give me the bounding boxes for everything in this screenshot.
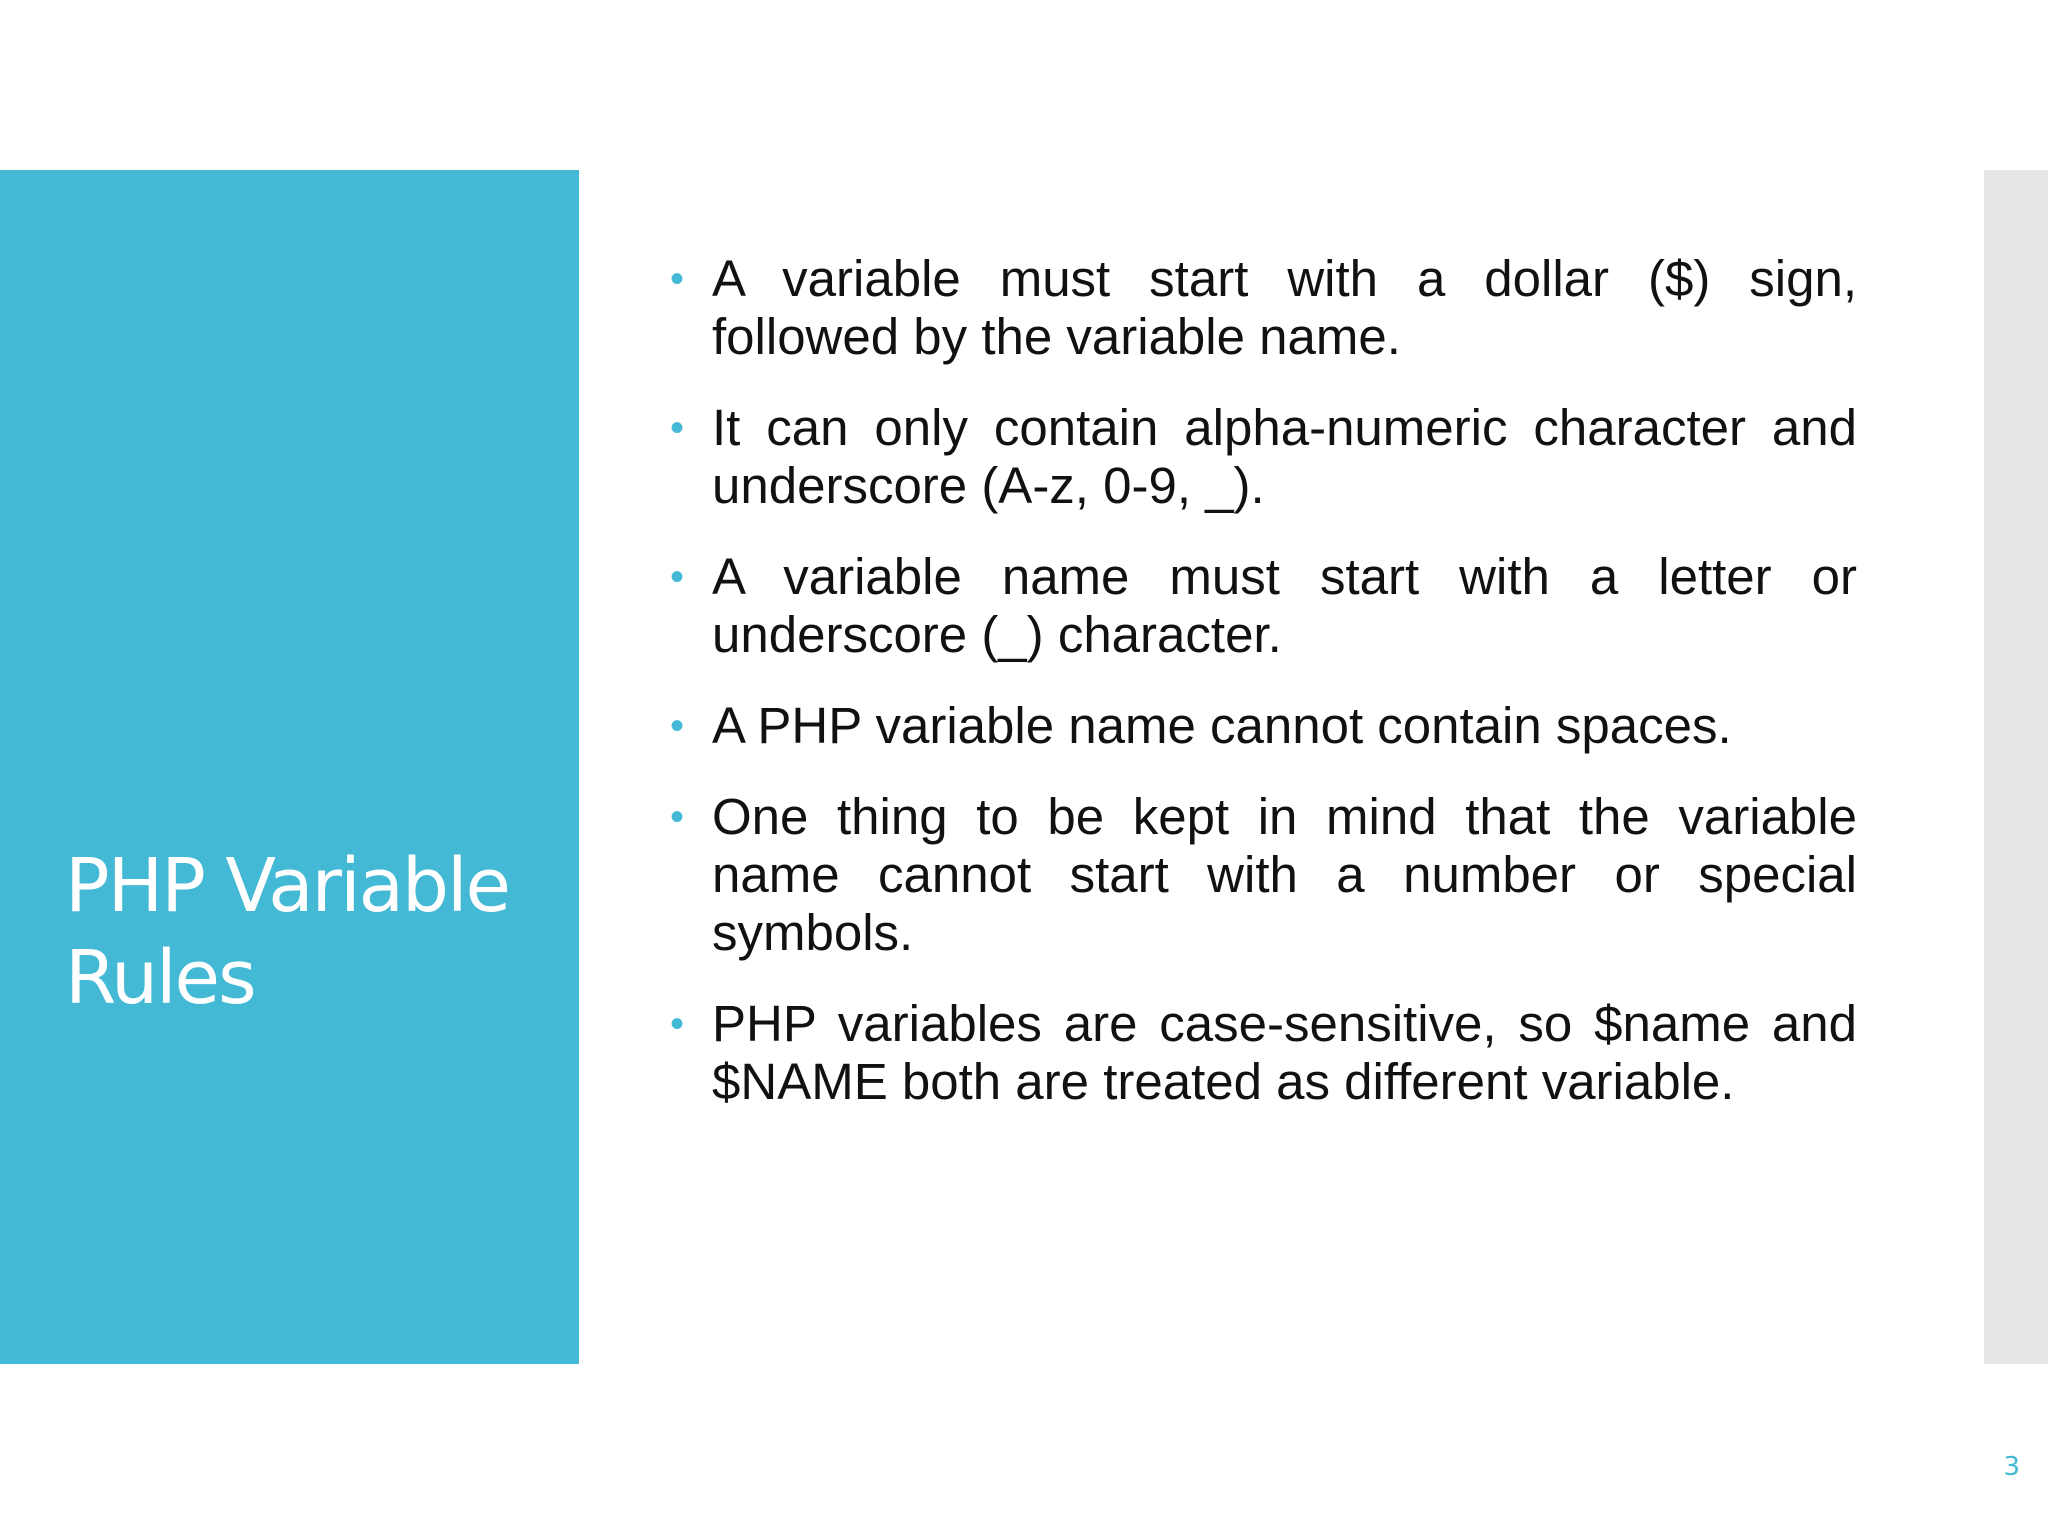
bullet-dot-icon: •	[670, 1002, 685, 1046]
bullet-item	[665, 995, 1857, 1111]
bullet-item	[665, 697, 1857, 755]
title-panel	[0, 170, 579, 1364]
bullet-text: PHP variables are case-sensitive, so $name and $NAME both are treated as different variable.	[712, 995, 1857, 1110]
slide-title: PHP Variable Rules	[65, 843, 510, 1021]
bullet-dot-icon: •	[670, 555, 685, 599]
bullet-dot-icon: •	[670, 704, 685, 748]
bullet-text: It can only contain alpha-numeric character and underscore (A-z, 0-9, _).	[712, 399, 1857, 514]
bullet-dot-icon: •	[670, 257, 685, 301]
bullet-dot-icon: •	[670, 406, 685, 450]
bullet-item	[665, 250, 1857, 366]
slide-page-number: 3	[2003, 1452, 2020, 1482]
bullet-item	[665, 788, 1857, 962]
bullet-item	[665, 548, 1857, 664]
bullet-text: A variable name must start with a letter or underscore (_) character.	[712, 548, 1857, 663]
right-side-strip	[1984, 170, 2048, 1364]
bullet-text: A PHP variable name cannot contain spaces.	[712, 697, 1732, 754]
bullet-text: One thing to be kept in mind that the variable name cannot start with a number or special symbols.	[712, 788, 1857, 961]
bullet-text: A variable must start with a dollar ($) sign, followed by the variable name.	[712, 250, 1857, 365]
bullet-list	[665, 250, 1857, 1144]
bullet-item	[665, 399, 1857, 515]
bullet-dot-icon: •	[670, 795, 685, 839]
